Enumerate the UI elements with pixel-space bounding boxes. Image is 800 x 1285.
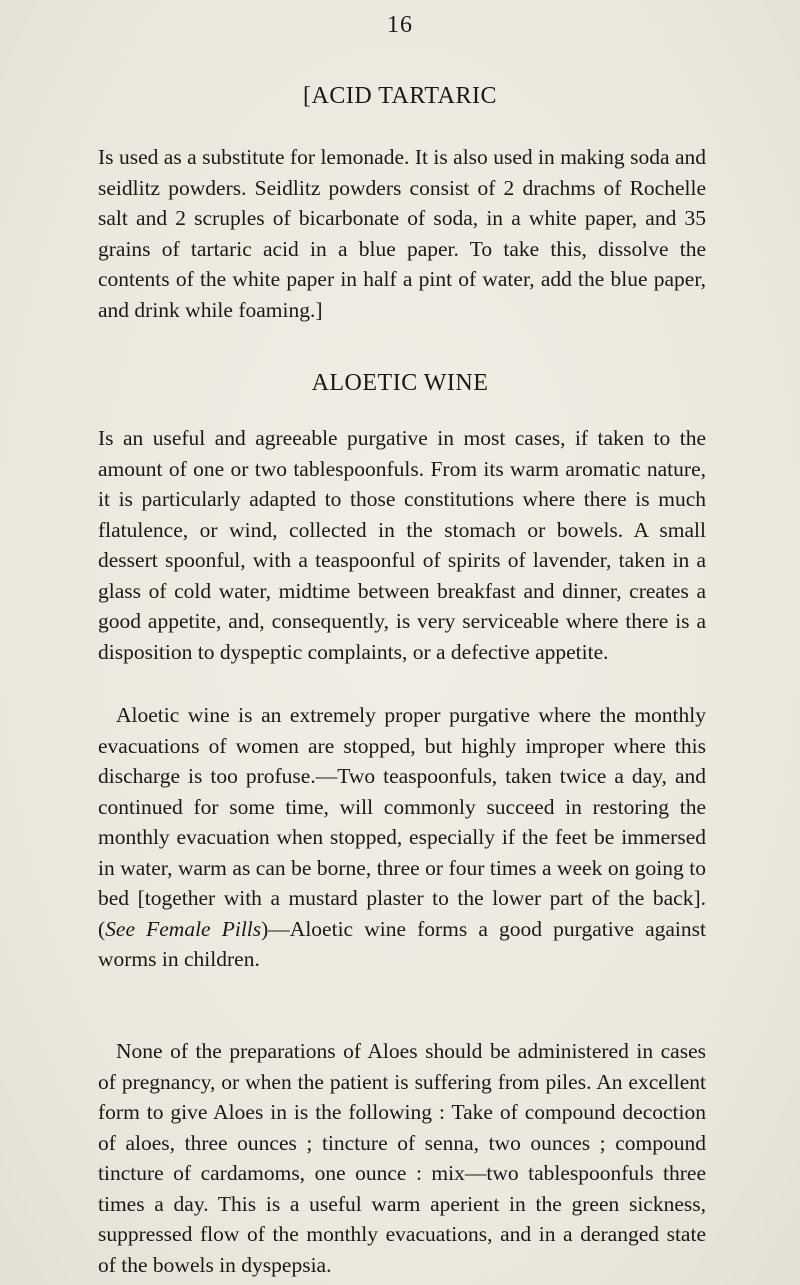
paragraph-aloetic-wine-2-text-a: Aloetic wine is an extremely proper purgative where the monthly evacuations of women are stopped, but highly improper where this discharge is too profuse.—Two teaspoonfuls, taken twice a day, and continued for some time, will commonly succeed in restoring the monthly evacuation when stopped, especially if the feet be immersed in water, warm as can be borne, three or four times a week on going to bed [together with a mustard plaster to the lower part of the back]. ( [98,703,706,941]
paragraph-aloetic-wine-2 [98,700,706,975]
paragraph-acid-tartaric: Is used as a substitute for lemonade. It is also used in making soda and seidlitz powders. Seidlitz powders consist of 2 drachms of Rochelle salt and 2 scruples of bicarbonate of soda, in a white paper, and 35 grains of tartaric acid in a blue paper. To take this, dissolve the contents of the white paper in half a pint of water, add the blue paper, and drink while foaming.] [98,145,706,322]
paragraph-aloes-preparations: None of the preparations of Aloes should be administered in cases of pregnancy, or when the patient is suffering from piles. An excellent form to give Aloes in is the following : Take of compound decoction of aloes, three ounces ; tincture of senna, two ounces ; compound tincture of cardamoms, one ounce : mix—two tablespoonfuls three times a day. This is a useful warm aperient in the green sickness, suppressed flow of the monthly evacuations, and in a deranged state of the bowels in dyspepsia. [98,1039,706,1277]
page-number: 16 [387,12,413,38]
female-pills-reference: See Female Pills [105,916,262,941]
paragraph-aloetic-wine-2-text-b: )—Aloetic wine forms a good purgative against worms in children. [98,916,706,971]
section-title-aloetic-wine: ALOETIC WINE [311,370,489,396]
section-title-acid-tartaric: [ACID TARTARIC [303,83,497,109]
paragraph-aloetic-wine-1: Is an useful and agreeable purgative in most cases, if taken to the amount of one or two tablespoonfuls. From its warm aromatic nature, it is particularly adapted to those constitutions where there is much flatulence, or wind, collected in the stomach or bowels. A small dessert spoonful, with a teaspoonful of spirits of lavender, taken in a glass of cold water, midtime between breakfast and dinner, creates a good appetite, and, consequently, is very serviceable where there is a disposition to dyspeptic complaints, or a defective appetite. [98,426,706,664]
